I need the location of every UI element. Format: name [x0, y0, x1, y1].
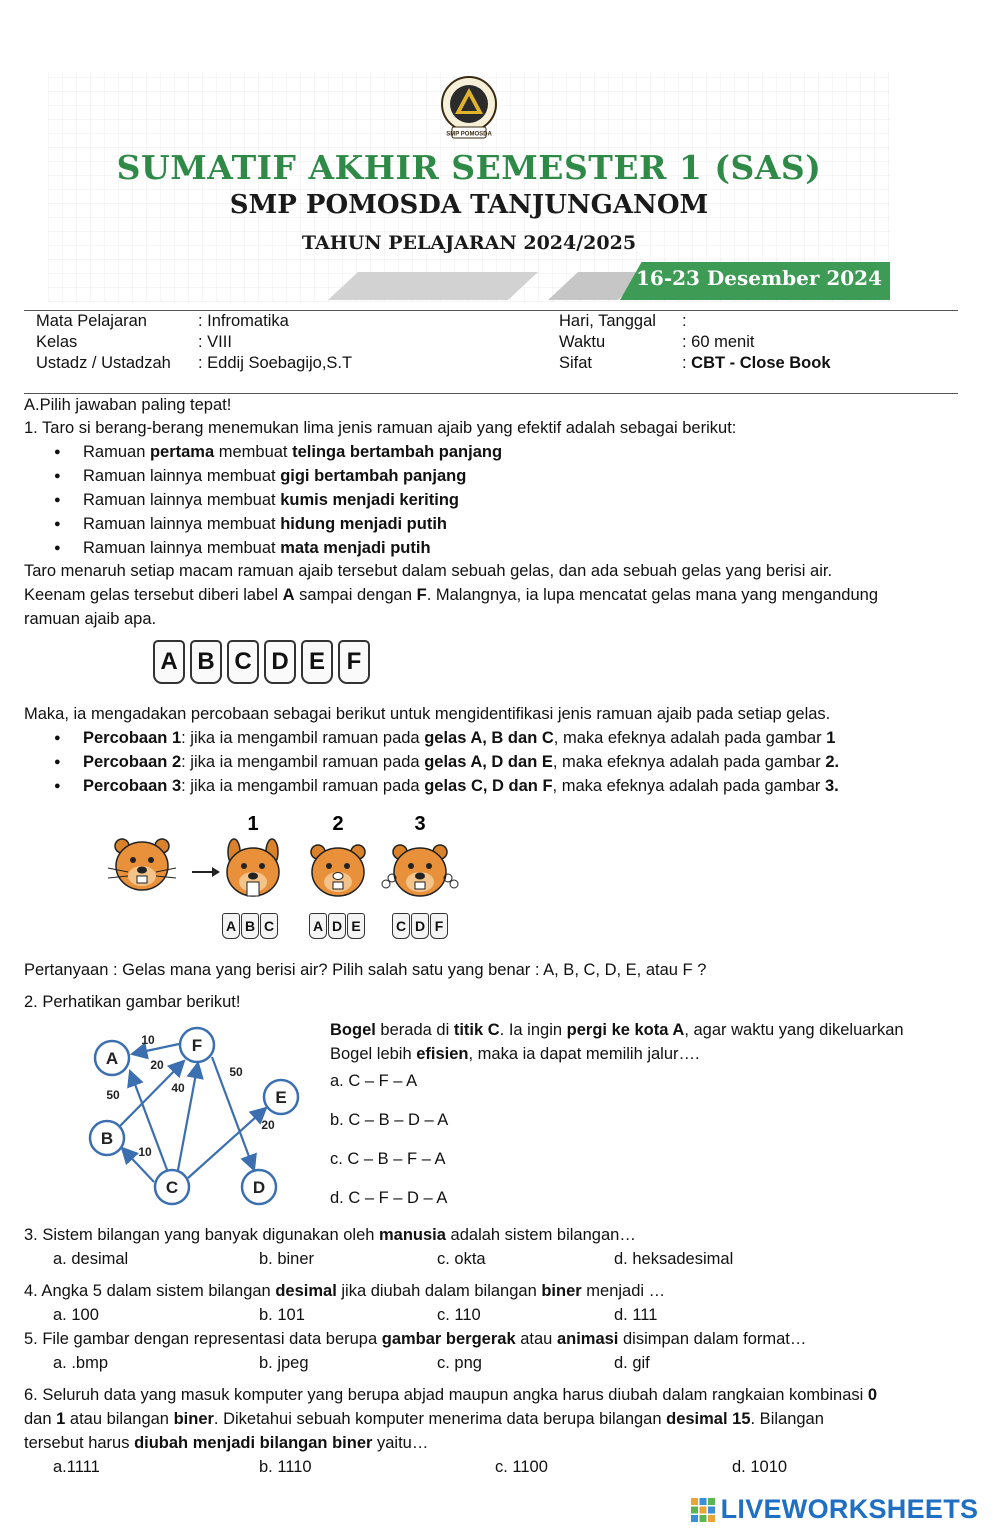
node-label-d: D — [252, 1178, 266, 1197]
glass-e: E — [301, 640, 333, 684]
edge-c-f — [178, 1063, 198, 1170]
q5-option-d[interactable]: d. gif — [614, 1354, 650, 1372]
weight-c-b: 10 — [138, 1145, 152, 1159]
glass-row — [153, 640, 375, 684]
info-hari-label: Hari, Tanggal — [559, 312, 656, 330]
q4-text: 4. Angka 5 dalam sistem bilangan desimal jika diubah dalam bilangan biner menjadi … — [24, 1282, 666, 1300]
edge-f-a — [132, 1044, 179, 1054]
beaver-illustration — [100, 808, 480, 898]
q1-experiment-intro: Maka, ia mengadakan percobaan sebagai berikut untuk mengidentifikasi jenis ramuan ajaib pada setiap gelas. — [24, 705, 831, 723]
node-label-a: A — [105, 1049, 119, 1068]
q1-intro: 1. Taro si berang-berang menemukan lima jenis ramuan ajaib yang efektif adalah sebagai berikut: — [24, 419, 737, 437]
q2-option-b[interactable]: b. C – B – D – A — [330, 1111, 449, 1129]
beaver-effect-1 — [227, 839, 279, 896]
q3-option-d[interactable]: d. heksadesimal — [614, 1250, 734, 1268]
q2-title: 2. Perhatikan gambar berikut! — [24, 993, 241, 1011]
section-title: A.Pilih jawaban paling tepat! — [24, 396, 232, 414]
liveworksheets-logo — [690, 1494, 978, 1524]
beaver-original — [108, 839, 176, 890]
figure-3-glasses: C D F — [392, 913, 449, 939]
figure-number-1: 1 — [247, 813, 259, 835]
school-name: SMP POMOSDA TANJUNGANOM — [229, 190, 709, 220]
figure-1-glasses: A B C — [222, 913, 279, 939]
divider — [24, 393, 958, 394]
glass-b: B — [190, 640, 222, 684]
q4-option-d[interactable]: d. 111 — [614, 1306, 658, 1324]
q3-option-c[interactable]: c. okta — [437, 1250, 486, 1268]
weight-f-d: 50 — [229, 1065, 243, 1079]
weight-b-f: 20 — [150, 1058, 164, 1072]
q2-description-line1: Bogel berada di titik C. Ia ingin pergi ke kota A, agar waktu yang dikeluarkan — [330, 1021, 904, 1039]
school-logo — [434, 74, 504, 142]
list-item: ● Percobaan 1: jika ia mengambil ramuan pada gelas A, B dan C, maka efeknya adalah pada gambar 1 — [58, 726, 839, 750]
info-mapel-value: : Infromatika — [198, 312, 289, 330]
glass-f: F — [338, 640, 370, 684]
figure-number-2: 2 — [332, 813, 344, 835]
node-label-b: B — [100, 1129, 114, 1148]
info-mapel-label: Mata Pelajaran — [36, 312, 147, 330]
q6-option-a[interactable]: a.1111 — [53, 1458, 100, 1476]
arrow-head — [212, 867, 220, 877]
q6-line1: 6. Seluruh data yang masuk komputer yang berupa abjad maupun angka harus diubah dalam rangkaian kombinasi 0 — [24, 1386, 878, 1404]
list-item: ● Percobaan 2: jika ia mengambil ramuan pada gelas A, D dan E, maka efeknya adalah pada gambar 2. — [58, 750, 839, 774]
q5-option-c[interactable]: c. png — [437, 1354, 482, 1372]
q6-option-d[interactable]: d. 1010 — [732, 1458, 788, 1476]
q2-route-graph — [80, 1020, 312, 1210]
exam-date: 16-23 Desember 2024 — [635, 266, 882, 290]
glass-c: C — [227, 640, 259, 684]
glass-d: D — [264, 640, 296, 684]
q5-option-a[interactable]: a. .bmp — [53, 1354, 109, 1372]
q1-potion-list — [58, 440, 502, 560]
info-sifat-label: Sifat — [559, 354, 593, 372]
q2-option-a[interactable]: a. C – F – A — [330, 1072, 418, 1090]
weight-f-a: 10 — [141, 1033, 155, 1047]
q6-line3: tersebut harus diubah menjadi bilangan biner yaitu… — [24, 1434, 429, 1452]
q1-question: Pertanyaan : Gelas mana yang berisi air? Pilih salah satu yang benar : A, B, C, D, E, atau F ? — [24, 961, 707, 979]
figure-2-glasses: A D E — [309, 913, 366, 939]
list-item: ● Ramuan lainnya membuat mata menjadi putih — [58, 536, 502, 560]
info-hari-value: : — [682, 312, 687, 330]
q3-option-a[interactable]: a. desimal — [53, 1250, 129, 1268]
q2-option-c[interactable]: c. C – B – F – A — [330, 1150, 446, 1168]
q5-option-b[interactable]: b. jpeg — [259, 1354, 309, 1372]
info-waktu-label: Waktu — [559, 333, 606, 351]
liveworksheets-icon — [690, 1497, 716, 1523]
info-sifat-value: : CBT - Close Book — [682, 354, 831, 372]
q6-option-c[interactable]: c. 1100 — [495, 1458, 548, 1476]
q6-line2: dan 1 atau bilangan biner. Diketahui sebuah komputer menerima data berupa bilangan desimal 15. Bilangan — [24, 1410, 824, 1428]
glass-a: A — [153, 640, 185, 684]
school-year: TAHUN PELAJARAN 2024/2025 — [301, 232, 637, 254]
list-item: ● Ramuan lainnya membuat kumis menjadi keriting — [58, 488, 502, 512]
node-label-c: C — [165, 1178, 179, 1197]
list-item: ● Ramuan lainnya membuat hidung menjadi putih — [58, 512, 502, 536]
exam-banner — [48, 72, 890, 302]
q1-para1: Taro menaruh setiap macam ramuan ajaib tersebut dalam sebuah gelas, dan ada sebuah gelas yang berisi air. — [24, 562, 833, 580]
exam-title: SUMATIF AKHIR SEMESTER 1 (SAS) — [116, 148, 822, 187]
weight-c-f: 40 — [171, 1081, 185, 1095]
q1-para2: Keenam gelas tersebut diberi label A sampai dengan F. Malangnya, ia lupa mencatat gelas mana yang mengandung — [24, 586, 879, 604]
node-label-e: E — [275, 1088, 287, 1107]
list-item: ● Ramuan lainnya membuat gigi bertambah panjang — [58, 464, 502, 488]
node-label-f: F — [191, 1036, 203, 1055]
figure-number-3: 3 — [414, 813, 426, 835]
info-waktu-value: : 60 menit — [682, 333, 755, 351]
q3-option-b[interactable]: b. biner — [259, 1250, 315, 1268]
q3-text: 3. Sistem bilangan yang banyak digunakan oleh manusia adalah sistem bilangan… — [24, 1226, 636, 1244]
q4-option-a[interactable]: a. 100 — [53, 1306, 99, 1324]
info-ustadz-label: Ustadz / Ustadzah — [36, 354, 171, 372]
info-kelas-value: : VIII — [198, 333, 232, 351]
q4-option-c[interactable]: c. 110 — [437, 1306, 481, 1324]
q1-para3: ramuan ajaib apa. — [24, 610, 157, 628]
beaver-effect-3 — [382, 845, 458, 896]
q1-experiment-list — [58, 726, 839, 798]
edge-c-e — [188, 1108, 266, 1178]
list-item: ● Percobaan 3: jika ia mengambil ramuan pada gelas C, D dan F, maka efeknya adalah pada gambar 3. — [58, 774, 839, 798]
q2-option-d[interactable]: d. C – F – D – A — [330, 1189, 448, 1207]
q2-description-line2: Bogel lebih efisien, maka ia dapat memilih jalur…. — [330, 1045, 700, 1063]
beaver-effect-2 — [311, 845, 365, 896]
info-ustadz-value: : Eddij Soebagijo,S.T — [198, 354, 353, 372]
weight-c-a: 50 — [106, 1088, 120, 1102]
weight-c-e: 20 — [261, 1118, 275, 1132]
edge-c-a — [130, 1071, 172, 1183]
info-kelas-label: Kelas — [36, 333, 78, 351]
q6-option-b[interactable]: b. 1110 — [259, 1458, 312, 1476]
q4-option-b[interactable]: b. 101 — [259, 1306, 305, 1324]
school-logo-text: SMP POMOSDA — [446, 131, 492, 138]
liveworksheets-brand: LIVEWORKSHEETS — [720, 1494, 979, 1524]
divider — [24, 310, 958, 311]
list-item: ● Ramuan pertama membuat telinga bertambah panjang — [58, 440, 502, 464]
q5-text: 5. File gambar dengan representasi data berupa gambar bergerak atau animasi disimpan dalam format… — [24, 1330, 807, 1348]
